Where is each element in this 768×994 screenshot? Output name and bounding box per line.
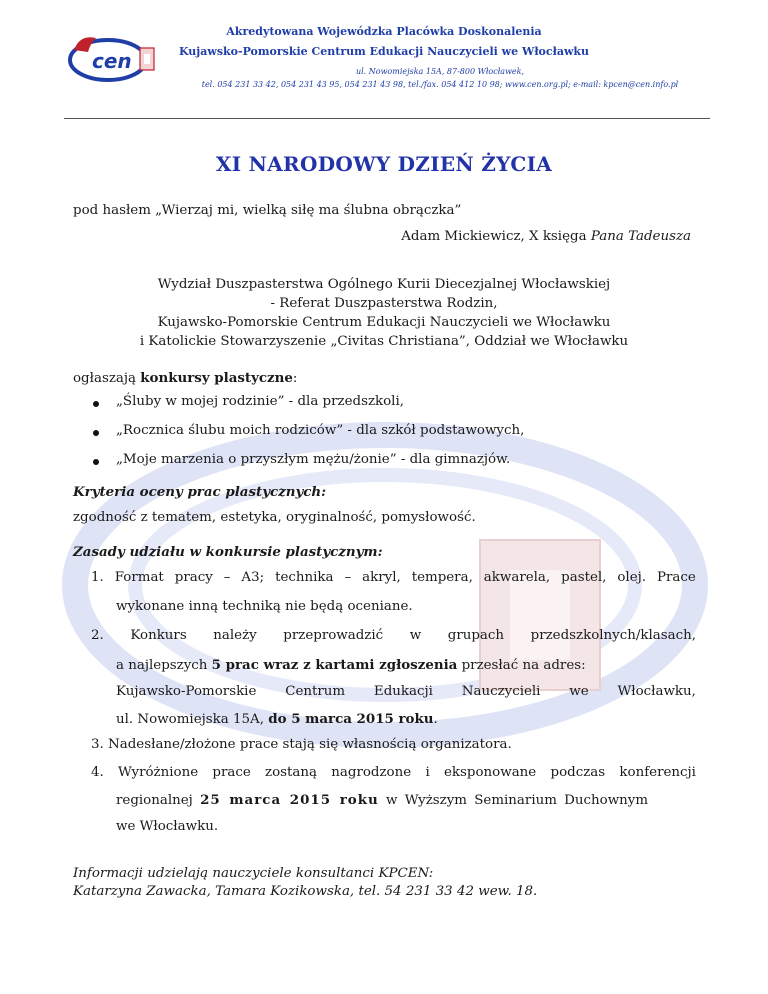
rule-2-address-word: Kujawsko-Pomorskie [116,684,257,699]
rule-2-word: 2. [91,628,104,643]
header-line-1: Akredytowana Wojewódzka Placówka Doskonalenia [226,25,542,38]
rule-2-word: przedszkolnych/klasach, [530,628,696,643]
announce-prefix: ogłaszają [73,371,141,386]
rule-1-word: Prace [657,570,696,585]
contest-item-3: „Moje marzenia o przyszłym mężu/żonie” - dla gimnazjów. [116,452,511,467]
page-title: XI NARODOWY DZIEŃ ŻYCIA [215,152,553,176]
header-line-2: Kujawsko-Pomorskie Centrum Edukacji Nauczycieli we Włocławku [178,45,590,58]
rule-2-word: w [409,628,422,643]
motto-line: pod hasłem „Wierzaj mi, wielką siłę ma ślubna obrączka” [73,203,462,218]
rule-1-word: akryl, [362,570,401,585]
rule-2-address-word: Włocławku, [617,684,696,699]
rule-1-line-1 [91,570,696,585]
rule-4-word: zostaną [265,765,318,780]
rule-2-address: ul. Nowomiejska 15A, [116,712,269,727]
motto-author [401,229,691,244]
contact-line-1: Informacji udzielają nauczyciele konsultanci KPCEN: [73,866,434,881]
motto-author-name: Adam Mickiewicz, X księga [401,229,591,244]
rule-1-word: 1. [91,570,104,585]
rule-2-word: Konkurs [130,628,187,643]
rule-4-text-a: regionalnej [116,793,201,808]
rule-2-address-word: we [569,684,589,699]
rule-2-word: należy [213,628,257,643]
rule-2-period: . [433,712,438,727]
rule-4-line-3: we Włocławku. [116,819,219,834]
rule-2-address-word: Edukacji [373,684,433,699]
logo-text: cen [92,49,132,73]
rule-2-word: grupach [447,628,505,643]
header-divider [64,118,710,119]
announce-suffix: : [292,371,298,386]
rule-4-text-b: w Wyższym Seminarium Duchownym [378,793,649,808]
contest-item-2: „Rocznica ślubu moich rodziców” - dla szkół podstawowych, [116,423,525,438]
announce-bold: konkursy plastyczne [140,370,293,386]
rule-4-word: nagrodzone [331,765,412,780]
bullet-icon [93,401,99,407]
rule-2-address-word: Centrum [285,684,346,699]
rule-4-word: konferencji [619,765,696,780]
header-address-2: tel. 054 231 33 42, 054 231 43 95, 054 231 43 98, tel./fax. 054 412 10 98; www.cen.org.pl; e-mail: kpcen@cen.info.pl [201,80,679,89]
rule-3: 3. Nadesłane/złożone prace stają się własnością organizatora. [91,737,512,752]
contact-line-2: Katarzyna Zawacka, Tamara Kozikowska, tel. 54 231 33 42 wew. 18. [73,884,538,899]
bullet-icon [93,430,99,436]
rule-4-line-2 [116,792,648,808]
contest-item-1: „Śluby w mojej rodzinie” - dla przedszkoli, [116,394,405,409]
motto-work: Pana Tadeusza [590,229,691,244]
criteria-heading: Kryteria oceny prac plastycznych: [73,484,327,500]
rule-2-address-word: Nauczycieli [461,684,541,699]
rule-1-word: Format [114,570,164,585]
rule-4-word: eksponowane [444,765,537,780]
header-address-1: ul. Nowomiejska 15A, 87-800 Włocławek, [355,67,525,76]
rule-1-word: A3; [241,570,265,585]
rule-2-word: przeprowadzić [283,628,384,643]
rule-1-word: – [223,570,231,585]
rule-1-word: pracy [174,570,213,585]
rule-4-bold: 25 marca 2015 roku [200,792,379,808]
rule-4-word: podczas [550,765,606,780]
rule-2-line-4 [116,711,438,727]
organizer-line-2: - Referat Duszpasterstwa Rodzin, [270,296,498,311]
rule-4-word: i [425,765,430,780]
rule-2-text-a: a najlepszych [116,658,212,673]
announce-line [73,370,297,386]
organizer-line-3: Kujawsko-Pomorskie Centrum Edukacji Nauczycieli we Włocławku [157,315,611,330]
rule-1-line-2: wykonane inną techniką nie będą oceniane. [116,599,413,614]
rule-2-line-2 [116,657,586,673]
rule-1-word: tempera, [411,570,473,585]
organizer-line-4: i Katolickie Stowarzyszenie „Civitas Christiana”, Oddział we Włocławku [139,334,629,349]
rule-1-word: pastel, [561,570,607,585]
rule-1-word: – [344,570,352,585]
rule-1-word: akwarela, [483,570,551,585]
criteria-text: zgodność z tematem, estetyka, oryginalność, pomysłowość. [73,510,476,525]
rule-4-word: 4. [91,765,104,780]
rule-2-text-b: przesłać na adres: [457,658,586,673]
rule-2-deadline: do 5 marca 2015 roku [268,711,434,727]
organizer-line-1: Wydział Duszpasterstwa Ogólnego Kurii Diecezjalnej Włocławskiej [157,277,611,292]
rule-2-bold: 5 prac wraz z kartami zgłoszenia [211,657,458,673]
rule-4-line-1 [91,765,696,780]
rule-4-word: prace [212,765,251,780]
rule-1-word: technika [275,570,334,585]
cen-logo [66,30,156,88]
rules-heading: Zasady udziału w konkursie plastycznym: [73,544,383,560]
rule-2-line-3 [116,684,696,699]
rule-2-line-1 [91,628,696,643]
rule-4-word: Wyróżnione [118,765,199,780]
rule-1-word: olej. [617,570,647,585]
bullet-icon [93,459,99,465]
